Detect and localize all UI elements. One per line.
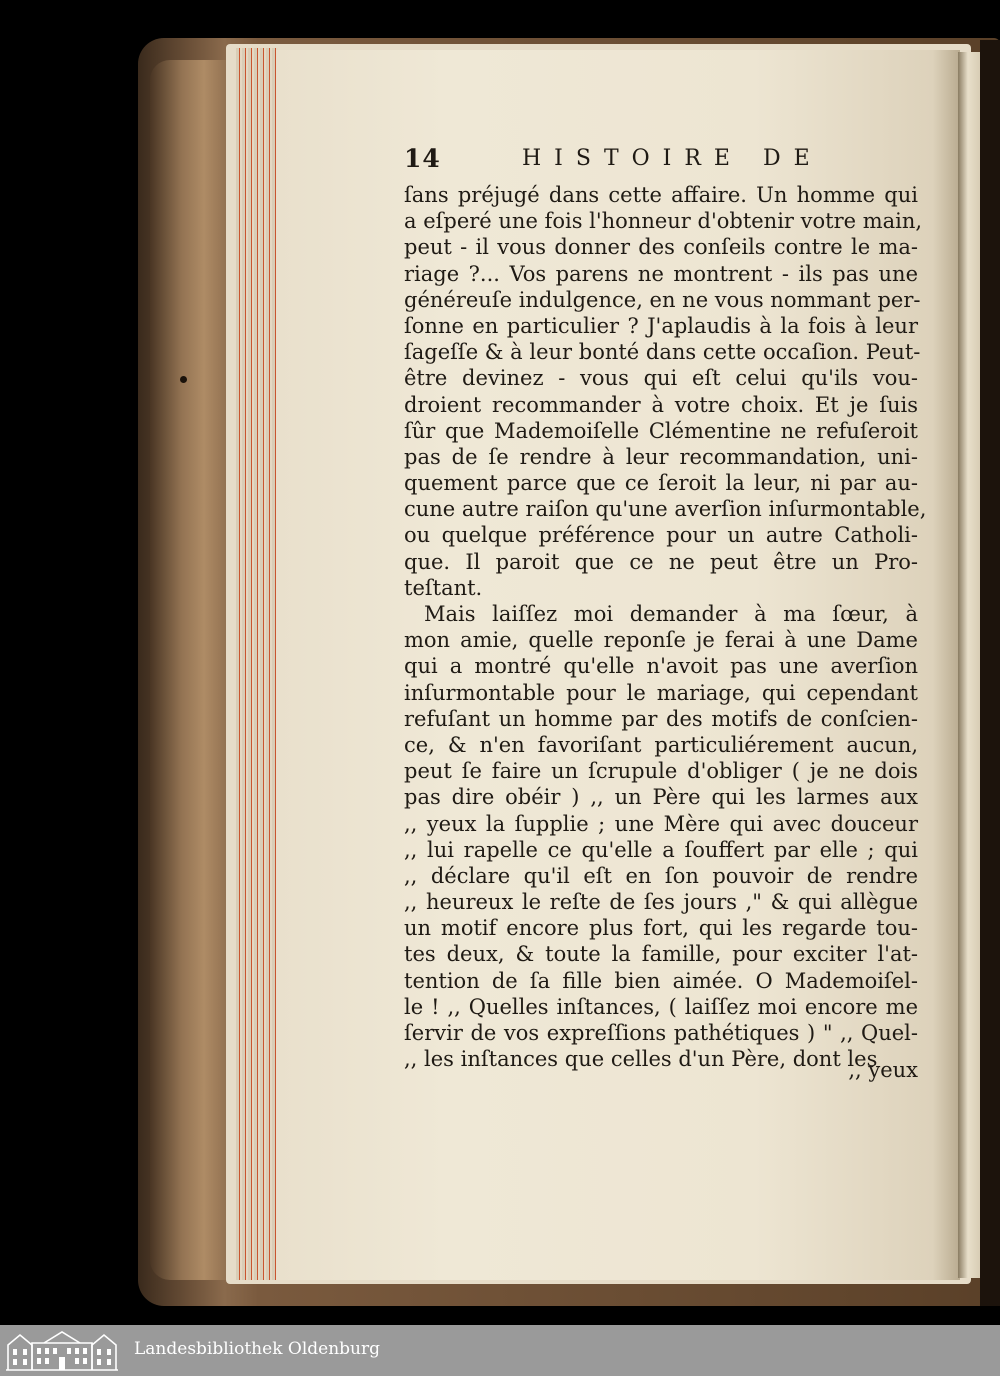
text-line: ſûr que Mademoiſelle Clémentine ne refuſeroit [404,418,918,443]
text-line: ſervir de vos expreſſions pathétiques ) " ,, Quel- [404,1021,918,1045]
text-line: inſurmontable pour le mariage, qui cependant [404,680,918,705]
page-header [404,144,918,180]
text-line: cune autre raiſon qu'une averſion inſurmontable, [404,497,927,522]
footer-bar [0,1325,1000,1376]
text-line: a eſperé une fois l'honneur d'obtenir votre main, [404,209,923,234]
text-line: tention de ſa fille bien aimée. O Mademoiſel- [404,968,918,993]
text-line: généreuſe indulgence, en ne vous nommant per- [404,287,921,312]
text-line: que. Il paroit que ce ne peut être un Pro- [404,549,918,574]
text-line: pas dire obéir ) ,, un Père qui les larmes aux [404,785,918,810]
library-building-icon [4,1329,120,1372]
text-line: riage ?... Vos parens ne montrent - ils pas une [404,261,918,286]
text-line: ,, lui rapelle ce qu'elle a ſouffert par elle ; qui [404,837,918,862]
text-line: pas de ſe rendre à leur recommandation, uni- [404,444,918,469]
text-line: mon amie, quelle reponſe je ferai à une Dame [404,628,918,653]
text-line: teſtant. [404,575,483,600]
book-gutter [958,52,980,1278]
body-text [404,182,927,1072]
text-line: ce, & n'en favoriſant particuliérement aucun, [404,732,918,757]
text-line: le ! ,, Quelles inſtances, ( laiſſez moi encore me [404,994,918,1019]
cover-mark [180,376,187,383]
text-line: quement parce que ce ſeroit la leur, ni par au- [404,471,918,496]
text-line: ,, les inſtances que celles d'un Père, dont les [404,1047,878,1072]
text-line: un motif encore plus fort, qui les regarde tou- [404,916,918,941]
text-line: être devinez - vous qui eſt celui qu'ils vou- [404,366,918,391]
text-line: refuſant un homme par des motifs de conſcien- [404,706,918,731]
running-head: HISTOIRE DE [522,146,823,171]
text-line: ,, déclare qu'il eſt en ſon pouvoir de rendre [404,863,918,888]
text-line: ſans préjugé dans cette affaire. Un homme qui [404,183,918,207]
library-name: Landesbibliothek Oldenburg [134,1339,381,1359]
text-line: ,, heureux le reſte de ſes jours ," & qui allègue [404,890,918,915]
text-line: ſageſſe & à leur bonté dans cette occaſion. Peut- [404,340,921,365]
catchword: ,, yeux [848,1058,918,1082]
text-line: ou quelque préférence pour un autre Catholi- [404,523,918,548]
text-line: qui a montré qu'elle n'avoit pas une averſion [404,654,918,679]
text-line: ſonne en particulier ? J'aplaudis à la fois à leur [404,313,918,338]
text-line: Mais laiſſez moi demander à ma ſœur, à [424,602,918,626]
text-line: peut ſe faire un ſcrupule d'obliger ( je ne dois [404,759,918,784]
text-line: droient recommander à votre choix. Et je ſuis [404,392,918,417]
page-number: 14 [404,144,441,173]
page-fore-edge [236,48,278,1280]
facing-page-edge [980,40,1000,1306]
page-text-column [404,144,927,1072]
text-line: ,, yeux la ſupplie ; une Mère qui avec douceur [404,811,918,836]
text-line: tes deux, & toute la famille, pour exciter l'at- [404,942,918,967]
text-line: peut - il vous donner des conſeils contre le ma- [404,235,918,260]
